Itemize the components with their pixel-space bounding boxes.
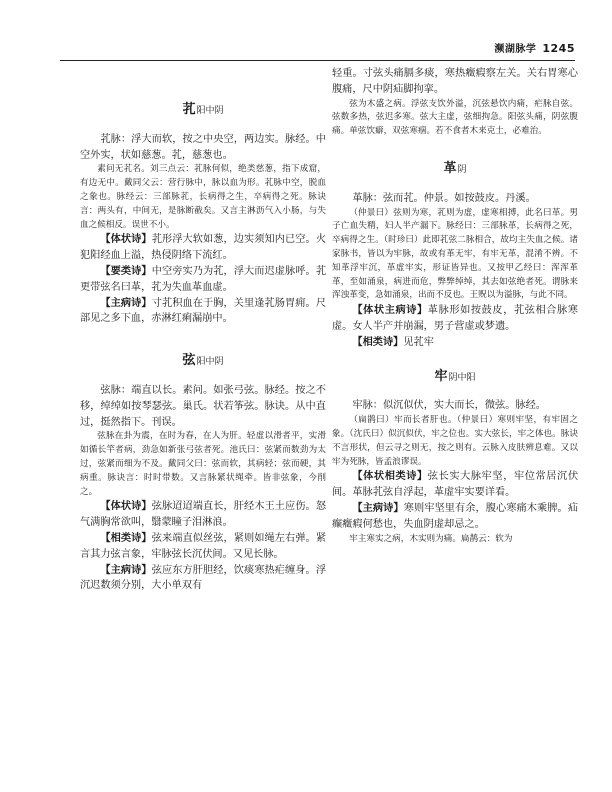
lao-commentary: （扁鹊曰）牢而长者肝也。（仲景曰）寒则牢坚，有牢固之象。（沈氏曰）似沉似伏，牢之位也。实大弦长，牢之体也。脉诀不言形状，但云寻之则无，按之则有。云脉入皮肤辨息难。又以牢为死脉，皆孟浪谬误。 <box>332 415 578 467</box>
kou-definition: 芤脉：浮大而软，按之中央空，两边实。脉经。中空外实，状如慈葱。芤，慈葱也。 <box>80 133 326 161</box>
xian-commentary: 弦脉在卦为震，在时为春，在人为肝。轻虚以滑者平，实滑如循长竿者病，劲急如新张弓弦者死。池氏曰：弦紧而数劲为太过，弦紧而细为不及。戴同父曰：弦而软，其病轻；弦而硬，其病重。脉诀言：时时带数。又言脉紧状绳牵。皆非弦象，今削之。 <box>80 431 326 497</box>
left-column <box>80 66 326 594</box>
section-title-kou: 芤阳中阴 <box>182 102 224 117</box>
ge-commentary: （仲景曰）弦则为寒，芤则为虚，虚寒相搏，此名曰革。男子亡血失精，妇人半产漏下。脉经曰：三部脉革，长病得之死，卒病得之生。（时珍曰）此即芤弦二脉相合，故均主失血之候。诸家脉书，皆以为牢脉，故或有革无牢，有牢无革，混淆不辨。不知革浮牢沉，革虚牢实，形证皆异也。又按甲乙经曰：浑浑革革，至如涌泉，病进而危，弊弊绰绰，其去如弦绝者死。谓脉来浑浊革变，急如涌泉，出而不反也。王贶以为溢脉，与此不同。 <box>332 207 578 301</box>
lao-zhubing-poem: 【主病诗】寒则牢坚里有余，腹心寒痛木乘脾。疝癫癥瘕何愁也，失血阴虚却忌之。 <box>332 501 579 530</box>
kou-tizhuang-poem: 【体状诗】芤形浮大软如葱，边实须知内已空。火犯阳经血上溢，热侵阴络下流红。 <box>80 233 327 262</box>
section-title-xian: 弦阳中阴 <box>182 353 224 369</box>
running-head <box>494 40 575 55</box>
lao-definition: 牢脉：似沉似伏，实大而长，微弦。脉经。 <box>352 400 546 412</box>
xian-zhubing-continuation: 轻重。寸弦头痛膈多痰，寒热癥瘕察左关。关右胃寒心腹痛，尺中阴疝脚拘挛。 <box>332 68 578 95</box>
right-column <box>332 66 578 546</box>
kou-yaolei-poem: 【要类诗】中空旁实乃为芤，浮大而迟虚脉呼。芤更带弦名曰革，芤为失血革血虚。 <box>80 264 327 293</box>
xian-definition: 弦脉：端直以长。素问。如张弓弦。脉经。按之不移，绰绰如按琴瑟弦。巢氏。状若筝弦。脉诀。从中直过，挺然指下。刊误。 <box>80 384 326 428</box>
xian-zhubing-poem: 【主病诗】弦应东方肝胆经，饮痰寒热疟缠身。浮沉迟数须分别，大小单双有 <box>80 563 327 592</box>
xian-zhubing-commentary: 弦为木盛之病。浮弦支饮外溢，沉弦悬饮内痛，疟脉自弦。弦数多热，弦迟多寒。弦大主虚，弦细拘急。阳弦头痛，阴弦腹痛。单弦饮癖，双弦寒痼。若不食者木来克土，必难治。 <box>332 98 578 137</box>
ge-definition: 革脉：弦而芤。仲景。如按鼓皮。丹溪。 <box>352 192 536 204</box>
ge-xianglei-poem: 【相类诗】见芤牢 <box>352 335 434 348</box>
lao-tizhuang-poem: 【体状相类诗】弦长实大脉牢坚，牢位常居沉伏间。革脉芤弦自浮起，革虚牢实要详看。 <box>332 470 579 499</box>
kou-commentary: 素问无芤名。刘三点云：芤脉何似，绝类慈葱，指下成窟，有边无中。戴同父云：营行脉中，脉以血为形。芤脉中空，脱血之象也。脉经云：三部脉芤，长病得之生，卒病得之死。脉诀言：两头有，中间无，是脉断截矣。又言主淋沥气入小肠，与失血之候相反。误世不小。 <box>80 164 326 230</box>
xian-tizhuang-poem: 【体状诗】弦脉迢迢端直长，肝经木王土应伤。怒气满胸常欲叫，翳蒙瞳子泪淋浪。 <box>80 500 327 529</box>
page-header <box>60 40 575 61</box>
ge-tizhuang-poem: 【体状主病诗】革脉形如按鼓皮，芤弦相合脉寒虚。女人半产并崩漏，男子营虚或梦遗。 <box>332 304 579 332</box>
section-title-ge: 革阴 <box>443 160 467 176</box>
lao-commentary-tail: 牢主寒实之病，木实则为痛。扁鹊云：软为 <box>349 533 513 544</box>
xian-xianglei-poem: 【相类诗】弦来端直似丝弦，紧则如绳左右弹。紧言其力弦言象，牢脉弦长沉伏间。又见长脉。 <box>80 531 327 560</box>
section-title-lao: 牢阴中阳 <box>434 368 476 384</box>
header-page-number: 1245 <box>542 42 575 55</box>
header-book-title: 濒湖脉学 <box>494 44 537 55</box>
kou-zhubing-poem: 【主病诗】寸芤积血在于胸，关里逢芤肠胃痈。尺部见之多下血，赤淋红痢漏崩中。 <box>80 296 327 325</box>
